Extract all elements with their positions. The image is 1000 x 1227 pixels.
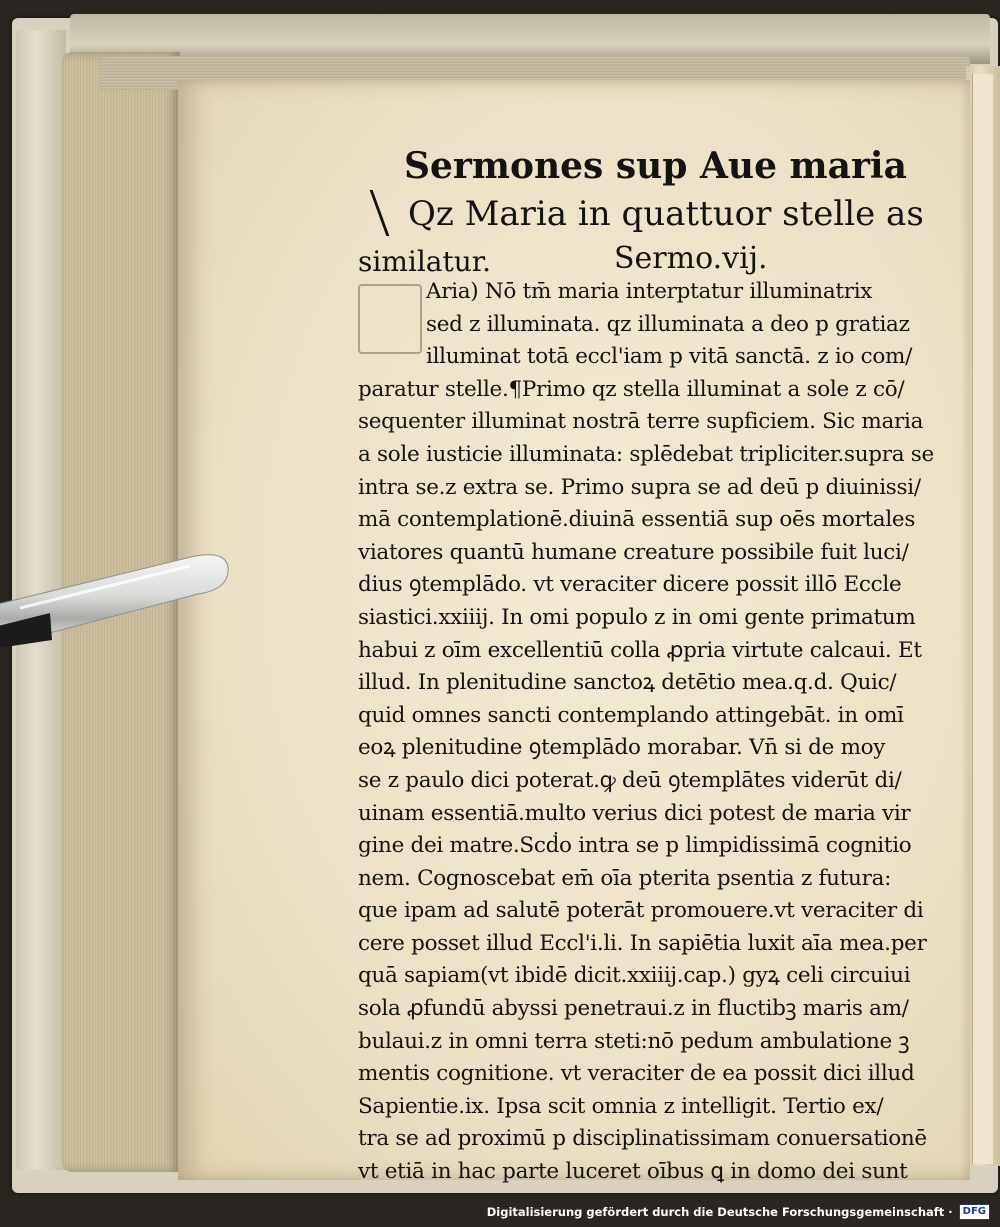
- dfg-logo-icon: DFG: [959, 1204, 990, 1220]
- page-edges-right: [966, 66, 1000, 1166]
- text-line: illud. In plenitudine sanctoꝝ detētio mea.q.d. Quic/: [358, 670, 897, 696]
- running-title: Sermones sup Aue maria: [404, 145, 907, 187]
- text-line: Aria) Nō tm̄ maria interptatur illuminatrix: [426, 279, 873, 304]
- text-line: bulaui.z in omni terra steti:nō pedum ambulatione ꝫ: [358, 1028, 910, 1054]
- text-line: sola ꝓfundū abyssi penetraui.z in fluctibꝫ maris am/: [358, 996, 909, 1022]
- text-line: se z paulo dici poterat.ꝙ deū ꝯtemplātes viderūt di/: [358, 767, 902, 793]
- text-line: Sapientie.ix. Ipsa scit omnia z intelligit. Tertio ex/: [358, 1093, 884, 1119]
- text-line: tra se ad proximū p disciplinatissimam conuersationē: [358, 1126, 927, 1152]
- sermon-number: Sermo.vij.: [614, 241, 768, 276]
- text-line: sed z illuminata. qz illuminata a deo p gratiaz: [426, 311, 910, 337]
- text-line: cere posset illud Eccl'i.li. In sapiētia luxit aīa mea.per: [358, 930, 927, 956]
- text-line: siastici.xxiiij. In omi populo z in omi gente primatum: [358, 604, 916, 630]
- sermon-heading-text: Qz Maria in quattuor stelle as: [408, 194, 924, 234]
- text-line: nem. Cognoscebat em̄ oīa pterita psentia z futura:: [358, 865, 892, 891]
- text-line: mā contemplationē.diuinā essentiā sup oēs mortales: [358, 507, 916, 533]
- text-line: a sole iusticie illuminata: splēdebat tripliciter.supra se: [358, 441, 934, 467]
- text-line: mentis cognitione. vt veraciter de ea possit dici illud: [358, 1061, 915, 1087]
- text-line: eoꝝ plenitudine ꝯtemplādo morabar. Vn̄ si de moy: [358, 735, 886, 761]
- text-line: que ipam ad salutē poterāt promouere.vt veraciter di: [358, 898, 924, 924]
- text-line: viatores quantū humane creature possibile fuit luci/: [358, 539, 909, 565]
- credit-text: Digitalisierung gefördert durch die Deutsche Forschungsgemeinschaft ·: [486, 1205, 953, 1219]
- text-line: dius ꝯtemplādo. vt veraciter dicere possit illō Eccle: [358, 572, 902, 598]
- text-line: quā sapiam(vt ibidē dicit.xxiiij.cap.) gyꝝ celi circuiui: [358, 963, 911, 989]
- text-line: sequenter illuminat nostrā terre supficiem. Sic maria: [358, 409, 924, 435]
- text-line: paratur stelle.¶Primo qz stella illuminat a sole z cō/: [358, 376, 905, 402]
- text-line: illuminat totā eccl'iam p vitā sanctā. z io com/: [426, 344, 913, 370]
- credit-footer: [485, 1203, 992, 1221]
- text-line: uinam essentiā.multo verius dici potest de maria vir: [358, 800, 911, 826]
- sermon-heading-end: similatur.: [358, 245, 491, 278]
- glass-pointer-icon: [0, 548, 240, 648]
- text-line: habui z oīm excellentiū colla ꝓpria virtute calcaui. Et: [358, 637, 922, 663]
- sermon-heading: [388, 186, 948, 242]
- text-line: vt etiā in hac parte luceret oībus ꝗ in domo dei sunt: [358, 1159, 908, 1185]
- text-line: intra se.z extra se. Primo supra se ad deū p diuinissi/: [358, 474, 921, 500]
- text-line: quid omnes sancti contemplando attingebāt. in omī: [358, 702, 904, 728]
- text-line: gine dei matre.Scḋo intra se p limpidissimā cognitio: [358, 833, 912, 859]
- page-edge-strip: [972, 74, 993, 1164]
- body-text: [358, 276, 934, 1189]
